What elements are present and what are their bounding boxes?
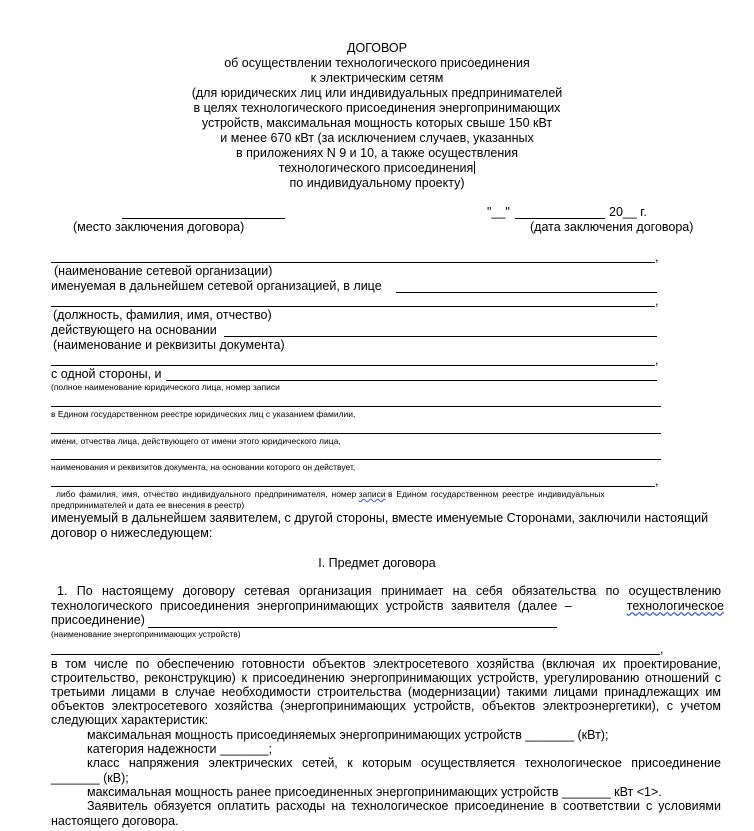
p1-line-2	[51, 599, 724, 613]
place-blank[interactable]	[122, 218, 285, 219]
p1-line-3: присоединение)	[51, 613, 145, 627]
contract-title: ДОГОВОР	[347, 41, 407, 55]
applicant-hint-5b: записи	[358, 489, 386, 499]
comma: ,	[655, 250, 659, 264]
device-blank-2[interactable]	[51, 654, 660, 655]
body-line-4: объектов электросетевого хозяйства (энергопринимающих устройств, объектов электроэнергетики), с учетом	[51, 699, 721, 713]
applicant-hint-6: предпринимателей и дата ее внесения в реестр)	[51, 500, 245, 510]
representative-blank-2[interactable]	[51, 306, 655, 307]
applicant-hint-4: наименования и реквизитов документа, на основании которого он действует,	[51, 462, 356, 472]
voltage-line-2: _______ (кВ);	[51, 771, 129, 785]
body-line-5: следующих характеристик:	[51, 713, 209, 727]
header-line: и менее 670 кВт (за исключением случаев, указанных	[220, 131, 534, 145]
body-line-2: строительство, реконструкцию) к присоединению энергопринимающих устройств, урегулированию отношений с	[51, 671, 721, 685]
applicant-blank-2[interactable]	[51, 406, 661, 407]
basis-document-blank-2[interactable]	[51, 365, 655, 366]
applicant-text-1: именуемый в дальнейшем заявителем, с другой стороны, вместе именуемые Сторонами, заключили настоящий	[51, 511, 709, 525]
comma: ,	[660, 642, 664, 656]
applicant-blank[interactable]	[166, 380, 657, 381]
named-as-text: именуемая в дальнейшем сетевой организацией, в лице	[51, 279, 382, 293]
comma: ,	[655, 294, 659, 308]
date-month-blank[interactable]	[515, 218, 605, 219]
max-power-line: максимальная мощность присоединяемых энергопринимающих устройств _______ (кВт);	[87, 728, 609, 742]
comma: ,	[655, 353, 659, 367]
applicant-hint-3: имени, отчества лица, действующего от имени этого юридического лица,	[51, 436, 341, 446]
header-line: в приложениях N 9 и 10, а также осуществления	[236, 146, 518, 160]
device-label: (наименование энергопринимающих устройств)	[51, 629, 241, 639]
applicant-blank-3[interactable]	[51, 433, 661, 434]
payment-line-2: настоящего договора.	[51, 814, 179, 828]
body-line-1: в том числе по обеспечению готовности объектов электросетевого хозяйства (включая их проектирование,	[51, 657, 721, 671]
text-cursor	[474, 161, 475, 174]
applicant-hint-5	[56, 489, 605, 499]
header-line: по индивидуальному проекту)	[289, 176, 465, 190]
header-line: в целях технологического присоединения энергопринимающих	[193, 101, 561, 115]
one-side-text: с одной стороны, и	[51, 367, 162, 381]
network-org-label: (наименование сетевой организации)	[54, 264, 273, 278]
applicant-hint-5c: в Едином государственном реестре индивидуальных	[387, 489, 605, 499]
basis-document-blank[interactable]	[224, 336, 657, 337]
place-label: (место заключения договора)	[73, 220, 245, 234]
applicant-hint-1: (полное наименование юридического лица, номер записи	[51, 382, 280, 392]
payment-line-1: Заявитель обязуется оплатить расходы на технологическое присоединение в соответствии с условиями	[87, 799, 721, 813]
p1-line-2b: технологическое	[626, 599, 724, 613]
network-org-blank[interactable]	[51, 262, 655, 263]
prev-power-line: максимальная мощность ранее присоединенных энергопринимающих устройств _______ кВт <1>.	[87, 785, 662, 799]
header-line: к электрическим сетям	[310, 71, 444, 85]
header-line-with-cursor[interactable]	[0, 161, 754, 176]
document-label: (наименование и реквизиты документа)	[53, 338, 285, 352]
header-line: технологического присоединения	[278, 161, 474, 175]
reliability-line: категория надежности _______;	[87, 742, 273, 756]
applicant-blank-4[interactable]	[51, 459, 661, 460]
header-line: об осуществлении технологического присоединения	[224, 56, 530, 70]
applicant-hint-5a: либо фамилия, имя, отчество индивидуального предпринимателя, номер	[56, 489, 357, 499]
body-line-3: третьими лицами в случае необходимости строительства (модернизации) такими лицами принадлежащих им	[51, 685, 721, 699]
applicant-blank-5[interactable]	[51, 486, 655, 487]
comma: ,	[655, 474, 659, 488]
voltage-line-1: класс напряжения электрических сетей, к которым осуществляется технологическое присоединение	[87, 756, 721, 770]
header-line: (для юридических лиц или индивидуальных предпринимателей	[191, 86, 563, 100]
section-title: I. Предмет договора	[318, 556, 436, 570]
applicant-hint-2: в Едином государственном реестре юридических лиц с указанием фамилии,	[51, 409, 356, 419]
date-year: 20__ г.	[609, 205, 647, 219]
date-day: "__"	[487, 205, 510, 219]
applicant-text-2: договор о нижеследующем:	[51, 526, 213, 540]
position-label: (должность, фамилия, имя, отчество)	[53, 308, 272, 322]
header-line: устройств, максимальная мощность которых свыше 150 кВт	[201, 116, 553, 130]
acting-on-text: действующего на основании	[51, 323, 217, 337]
p1-line-1: 1. По настоящему договору сетевая организация принимает на себя обязательства по осуществлению	[57, 584, 721, 598]
date-label: (дата заключения договора)	[530, 220, 694, 234]
representative-blank[interactable]	[396, 292, 657, 293]
device-blank[interactable]	[148, 627, 557, 628]
p1-line-2a: технологического присоединения энергопринимающих устройств заявителя (далее –	[51, 599, 572, 613]
